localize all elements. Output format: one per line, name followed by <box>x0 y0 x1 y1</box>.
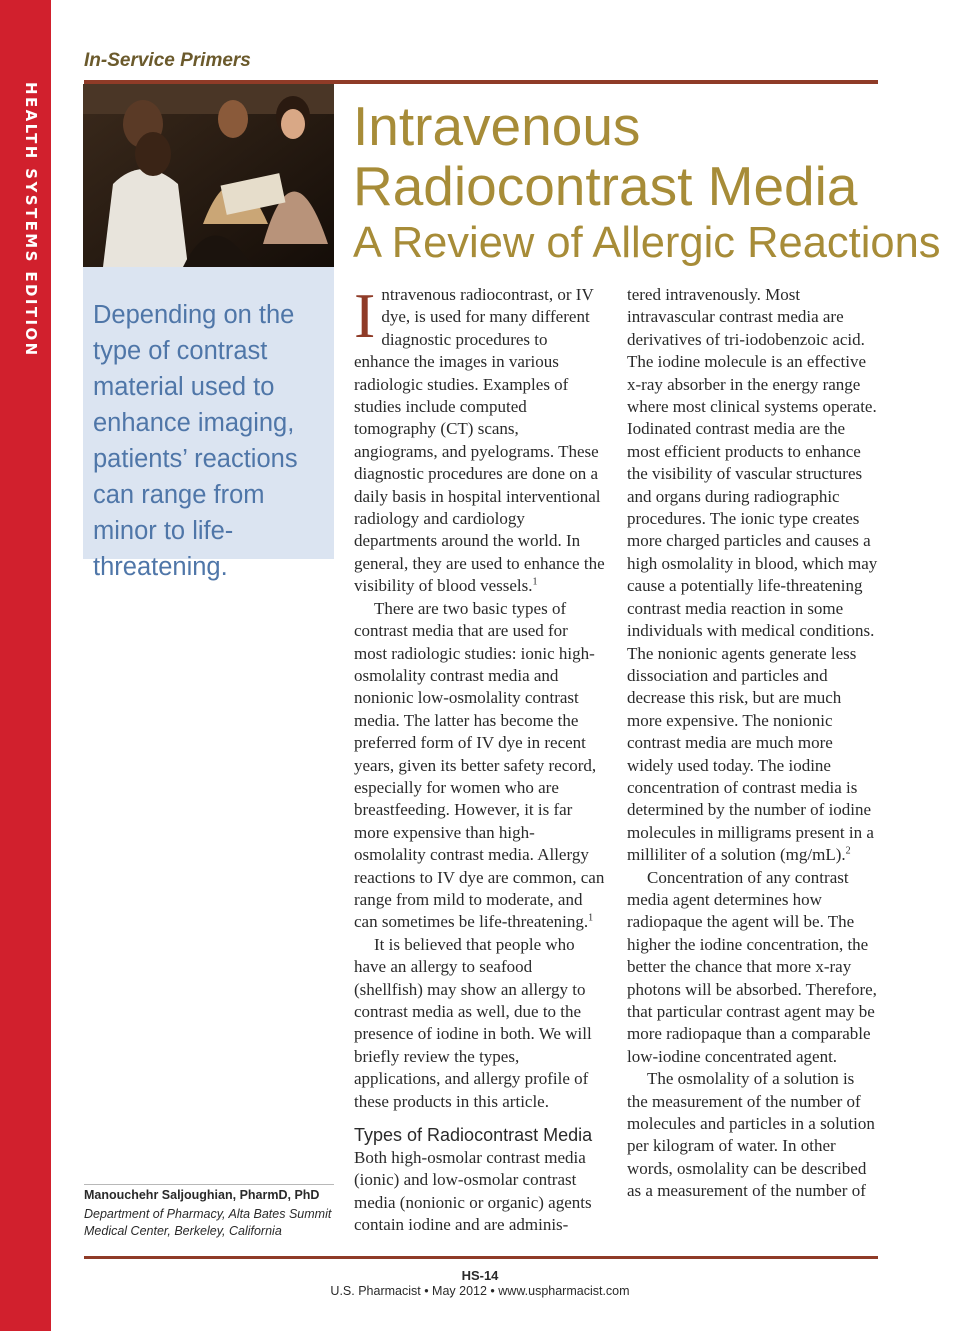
paragraph: Concentration of any contrast media agent determines how radiopaque the agent will be. The higher the iodine concentration, the better the chance that more x-ray photons will be absorbed. Therefore, that particular contrast agent may be more radiopaque than a comparable low-iodine concentrated agent. <box>627 867 877 1066</box>
paragraph: The osmolality of a solution is the measurement of the number of molecules and particles in a solution per kilogram of water. In other words, osmolality can be described as a measurement of the number of <box>627 1069 875 1201</box>
edition-sidebar <box>0 0 51 1331</box>
author-affiliation: Department of Pharmacy, Alta Bates Summit Medical Center, Berkeley, California <box>84 1207 332 1238</box>
footer-line: U.S. Pharmacist • May 2012 • www.uspharmacist.com <box>330 1284 630 1298</box>
paragraph <box>354 598 605 934</box>
reference-mark: 1 <box>588 912 594 924</box>
article-photo <box>83 84 334 267</box>
title-line-2: Radiocontrast Media <box>353 155 858 217</box>
body-column-1 <box>354 280 605 1237</box>
drop-cap: I <box>354 280 376 351</box>
body-column-2 <box>627 284 879 1203</box>
article-title <box>353 95 941 268</box>
paragraph-text: tered intravenously. Most intravascular contrast media are derivatives of tri-iodobenzoic acid. The iodine molecule is an effective x-ray absorber in the energy range where most clinical systems operate. Iodinated contrast media are the most efficient products to enhance the visibility of vascular structures and organs during radiographic procedures. The ionic type creates more charged particles and causes a high osmolality in blood, which may cause a potentially life-threatening contrast media reaction in some individuals with medical conditions. The nonionic agents generate less dissociation and particles and decrease this risk, but are much more expensive. The nonionic contrast media are much more widely used today. The iodine concentration of contrast media is determined by the number of iodine molecules in milligrams present in a milliliter of a solution (mg/mL). <box>627 285 878 865</box>
edition-label: HEALTH SYSTEMS EDITION <box>22 82 40 358</box>
reference-mark: 1 <box>532 576 538 588</box>
author-rule <box>84 1184 334 1185</box>
paragraph-text: ntravenous radiocontrast, or IV dye, is used for many different diagnostic procedures to enhance the images in various radiologic studies. Examples of studies include computed tomography (CT) scans, angiograms, and pyelograms. These diagnostic procedures are done on a daily basis in hospital interventional radiology and cardiology departments around the world. In general, they are used to enhance the visibility of blood vessels. <box>354 285 605 596</box>
paragraph <box>354 280 605 598</box>
bottom-rule <box>84 1256 878 1259</box>
author-name: Manouchehr Saljoughian, PharmD, PhD <box>84 1188 320 1202</box>
section-label: In-Service Primers <box>84 50 251 71</box>
pull-quote-box <box>83 267 334 581</box>
reference-mark: 2 <box>845 845 851 857</box>
paragraph-text: There are two basic types of contrast media that are used for most radiologic studies: ionic high-osmolality contrast media and nonionic low-osmolality contrast media. The latter has become the preferred form of IV dye in recent years, given its better safety record, especially for women who are breastfeeding. However, it is far more expensive than high-osmolality contrast media. Allergy reactions to IV dye are common, can range from mild to moderate, and can sometimes be life-threatening. <box>354 598 605 932</box>
paragraph: Both high-osmolar contrast media (ionic) and low-osmolar contrast media (nonionic or organic) agents contain iodine and are adminis- <box>354 1148 592 1235</box>
title-line-1: Intravenous <box>353 95 641 157</box>
page-number: HS-14 <box>461 1268 499 1283</box>
pull-quote: Depending on the type of contrast material used to enhance imaging, patients’ reactions can range from minor to life-threatening. <box>93 301 298 581</box>
article-subtitle: A Review of Allergic Reactions <box>353 219 941 267</box>
paragraph: It is believed that people who have an allergy to seafood (shellfish) may show an allergy to contrast media as well, due to the presence of iodine in both. We will briefly review the types, applications, and allergy profile of these products in this article. <box>354 934 592 1111</box>
section-heading: Types of Radiocontrast Media <box>354 1125 593 1146</box>
paragraph <box>627 284 879 867</box>
